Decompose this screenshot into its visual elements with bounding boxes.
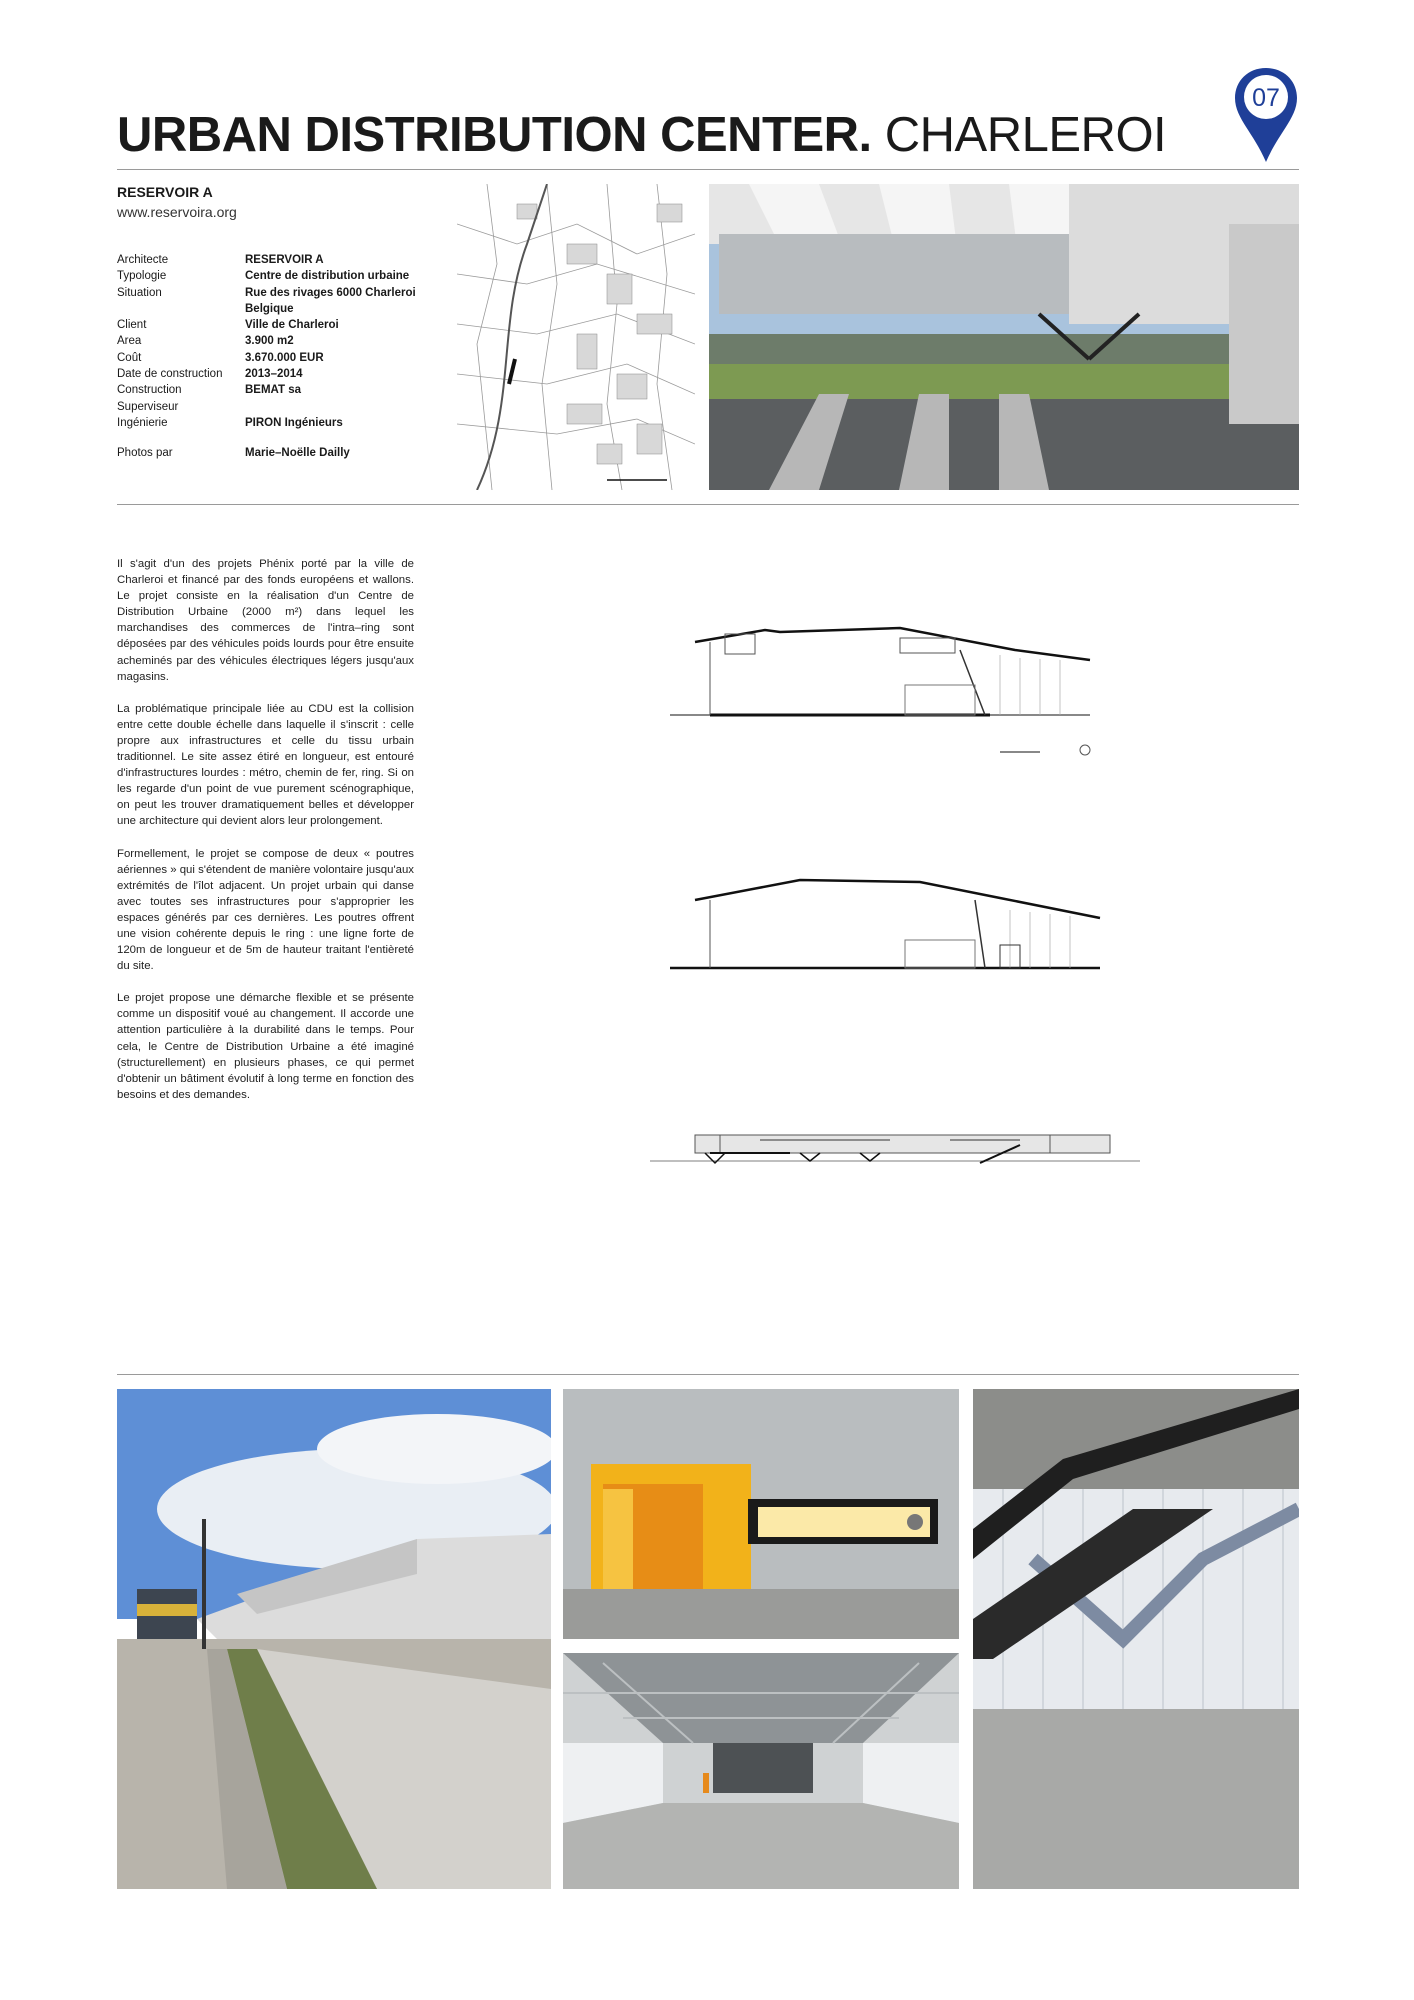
fact-row: Belgique [245,302,294,315]
exterior-photo [117,1389,551,1889]
fact-row: Client Ville de Charleroi [117,319,339,332]
canopy-photo [709,184,1299,490]
title-bold: URBAN DISTRIBUTION CENTER. [117,108,872,162]
paragraph: Formellement, le projet se compose de deux « poutres aériennes » qui s'étendent de manière volontaire jusqu'aux extrémités de l'îlot adjacent. Un projet urbain qui danse avec toutes ses infrastructures pour s'approprier les espaces générés par ces dernières. Les poutres offrent une vision cohérente depuis le ring : une ligne forte de 120m de longueur et de 5m de hauteur traitant l'entièreté du site. [117,847,414,973]
fact-row: Coût 3.670.000 EUR [117,351,324,364]
fact-row: Situation Rue des rivages 6000 Charleroi [117,286,416,299]
staircase-photo [973,1389,1299,1889]
fact-row: Ingénierie PIRON Ingénieurs [117,416,343,429]
elevation-drawing [650,1125,1150,1175]
paragraph: Il s'agit d'un des projets Phénix porté par la ville de Charleroi et financé par des fonds européens et wallons. Le projet consiste en la réalisation d'un Centre de Distribution Urbaine (2000 m²) dans lequel les marchandises des commerces de l'intra–ring sont déposées par des véhicules poids lourds pour être ensuite acheminés par des véhicules électriques légers jusqu'aux magasins. [117,558,414,683]
header-rule [117,169,1299,170]
studio-website[interactable]: www.reservoira.org [117,204,237,220]
fact-row: Architecte RESERVOIR A [117,254,324,266]
section-rule [117,504,1299,505]
photo-credit: Photos par Marie–Noëlle Dailly [117,447,350,460]
studio-name: RESERVOIR A [117,184,213,200]
site-plan-map [457,184,695,490]
page-title [117,106,1166,164]
paragraph: La problématique principale liée au CDU est la collision entre cette double échelle dans laquelle il s'inscrit : celle propre aux infrastructures et celle du tissu urbain traditionnel. Le site assez étiré en longueur, est entouré d'infrastructures lourdes : métro, chemin de fer, ring. Si on les regarde d'un point de vue purement scénographique, on peut les trouver dramatiquement belles et développer une architecture qui devient alors leur prolongement. [117,702,414,828]
gallery-rule [117,1374,1299,1375]
project-description [117,556,414,1119]
fact-row: Area 3.900 m2 [117,335,294,348]
location-marker-icon [1233,66,1299,164]
yellow-door-photo [563,1389,959,1639]
interior-hall-photo [563,1653,959,1889]
section-drawing-1 [670,620,1120,760]
title-city: CHARLEROI [871,108,1167,162]
fact-row: Construction Superviseur BEMAT sa [117,384,302,413]
fact-row: Date de construction 2013–2014 [117,368,303,381]
fact-row: Typologie Centre de distribution urbaine [117,270,410,283]
project-facts [117,252,457,462]
marker-number: 07 [1252,84,1280,112]
paragraph: Le projet propose une démarche flexible et se présente comme un dispositif voué au changement. Il accorde une attention particulière à la durabilité dans le temps. Pour cela, le Centre de Distribution Urbaine a été imaginé (structurellement) en plusieurs phases, ce qui permet d'obtenir un bâtiment évolutif à long terme en fonction des besoins et des demandes. [117,992,414,1101]
section-drawing-2 [670,870,1120,980]
